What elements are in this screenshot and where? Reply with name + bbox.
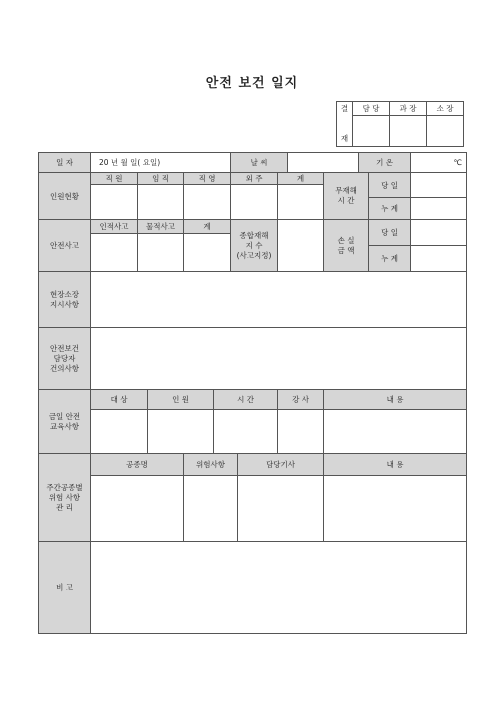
site-instructions-field[interactable] (91, 272, 467, 328)
education-content-field[interactable] (324, 410, 467, 454)
accident-free-cumulative-field[interactable] (411, 198, 467, 220)
hazard-col-engineer: 담당기사 (238, 454, 324, 476)
approval-side-label: 결 재 (337, 102, 353, 147)
approval-sign-staff[interactable] (353, 116, 390, 147)
hazard-content-field[interactable] (324, 476, 467, 542)
accident-free-today-field[interactable] (411, 173, 467, 198)
personnel-executive-field[interactable] (138, 185, 184, 220)
personnel-total-field[interactable] (278, 185, 324, 220)
education-col-count: 인 원 (148, 390, 214, 410)
education-target-field[interactable] (91, 410, 148, 454)
education-instructor-field[interactable] (278, 410, 324, 454)
personnel-label: 인원현황 (39, 173, 91, 220)
approval-col-staff: 담 당 (353, 102, 390, 116)
hazard-col-work-type: 공종명 (91, 454, 184, 476)
hazard-risk-field[interactable] (184, 476, 238, 542)
accident-material-field[interactable] (138, 234, 184, 272)
accident-total-field[interactable] (184, 234, 231, 272)
comprehensive-index-label: 종합재해 지 수 (사고지정) (231, 220, 278, 272)
accident-free-today-label: 당 일 (369, 173, 411, 198)
accident-free-label: 무재해 시 간 (324, 173, 369, 220)
accident-col-material: 물적사고 (138, 220, 184, 234)
education-count-field[interactable] (148, 410, 214, 454)
remarks-label: 비 고 (39, 542, 91, 634)
date-field[interactable]: 20 년 월 일( 요일) (91, 153, 231, 173)
loss-cumulative-field[interactable] (411, 246, 467, 272)
loss-today-label: 당 일 (369, 220, 411, 246)
weather-label: 날 씨 (231, 153, 288, 173)
hazard-mgmt-label: 주간공종별 위험 사항 관 리 (39, 454, 91, 542)
safety-accident-label: 안전사고 (39, 220, 91, 272)
personnel-direct-field[interactable] (184, 185, 231, 220)
date-label: 일 자 (39, 153, 91, 173)
loss-amount-label: 손 실 금 액 (324, 220, 369, 272)
hazard-col-risk: 위험사항 (184, 454, 238, 476)
approval-col-manager: 과 장 (390, 102, 427, 116)
education-label: 금일 안전 교육사항 (39, 390, 91, 454)
loss-today-field[interactable] (411, 220, 467, 246)
approval-col-director: 소 장 (427, 102, 464, 116)
temperature-field[interactable]: ℃ (411, 153, 467, 173)
safety-log-form (38, 152, 467, 634)
safety-officer-field[interactable] (91, 328, 467, 390)
personnel-col-staff: 직 원 (91, 173, 138, 185)
personnel-outsourced-field[interactable] (231, 185, 278, 220)
accident-personal-field[interactable] (91, 234, 138, 272)
approval-sign-director[interactable] (427, 116, 464, 147)
education-col-target: 대 상 (91, 390, 148, 410)
loss-cumulative-label: 누 계 (369, 246, 411, 272)
page-title: 안전 보건 일지 (205, 76, 299, 91)
personnel-col-executive: 임 직 (138, 173, 184, 185)
hazard-work-type-field[interactable] (91, 476, 184, 542)
personnel-staff-field[interactable] (91, 185, 138, 220)
comprehensive-index-field[interactable] (278, 220, 324, 272)
approval-box (336, 101, 464, 147)
weather-field[interactable] (288, 153, 359, 173)
hazard-col-content: 내 용 (324, 454, 467, 476)
accident-col-personal: 인적사고 (91, 220, 138, 234)
hazard-engineer-field[interactable] (238, 476, 324, 542)
education-col-instructor: 강 사 (278, 390, 324, 410)
personnel-col-outsourced: 외 주 (231, 173, 278, 185)
temperature-label: 기 온 (359, 153, 411, 173)
remarks-field[interactable] (91, 542, 467, 634)
education-time-field[interactable] (214, 410, 278, 454)
accident-free-cumulative-label: 누 계 (369, 198, 411, 220)
accident-col-total: 계 (184, 220, 231, 234)
site-instructions-label: 현장소장 지시사항 (39, 272, 91, 328)
approval-sign-manager[interactable] (390, 116, 427, 147)
education-col-time: 시 간 (214, 390, 278, 410)
personnel-col-total: 계 (278, 173, 324, 185)
personnel-col-direct: 직 영 (184, 173, 231, 185)
safety-officer-label: 안전보건 담당자 건의사항 (39, 328, 91, 390)
education-col-content: 내 용 (324, 390, 467, 410)
